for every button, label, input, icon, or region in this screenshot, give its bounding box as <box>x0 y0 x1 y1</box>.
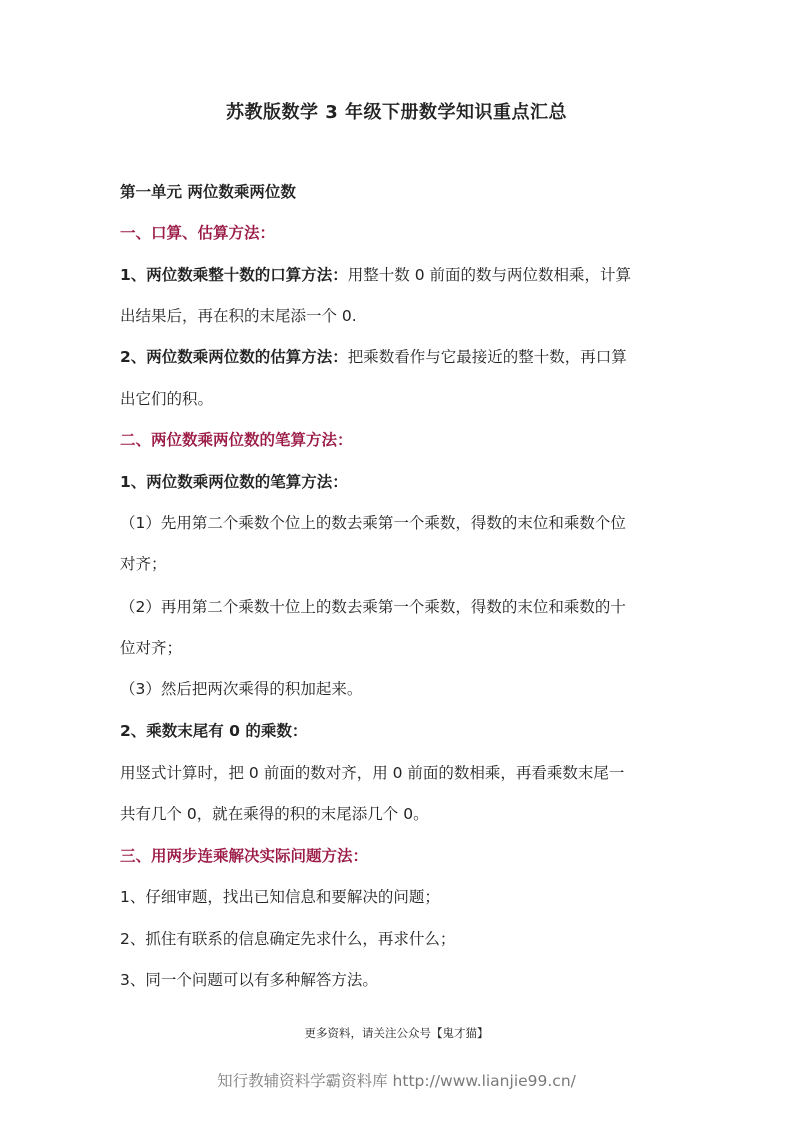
list-item-3: 3、同一个问题可以有多种解答方法。 <box>120 971 378 989</box>
list-item-1: 1、仔细审题，找出已知信息和要解决的问题； <box>120 888 440 906</box>
step-1-line-2: 对齐； <box>120 555 167 573</box>
page-title: 苏教版数学 3 年级下册数学知识重点汇总 <box>225 102 568 123</box>
subheading-1: 1、两位数乘两位数的笔算方法： <box>120 473 348 491</box>
step-2-line-2: 位对齐； <box>120 639 183 657</box>
item-label: 2、两位数乘两位数的估算方法： <box>120 348 348 366</box>
section-heading-3: 三、用两步连乘解决实际问题方法： <box>120 847 369 865</box>
paragraph-3-line-1: 用竖式计算时，把 0 前面的数对齐，用 0 前面的数相乘，再看乘数末尾一 <box>120 764 625 782</box>
item-text: 用整十数 0 前面的数与两位数相乘，计算 <box>347 266 632 284</box>
item-text: 把乘数看作与它最接近的整十数，再口算 <box>347 348 627 366</box>
paragraph-1-line-1 <box>120 264 680 286</box>
paragraph-1-line-2: 出结果后，再在积的末尾添一个 0. <box>120 307 357 325</box>
section-heading-2: 二、两位数乘两位数的笔算方法： <box>120 431 353 449</box>
footer-link[interactable]: 知行教辅资料学霸资料库 http://www.lianjie99.cn/ <box>217 1072 576 1090</box>
step-2-line-1: （2）再用第二个乘数十位上的数去乘第一个乘数，得数的末位和乘数的十 <box>120 598 626 616</box>
paragraph-2-line-1 <box>120 346 680 368</box>
item-label: 1、两位数乘整十数的口算方法： <box>120 266 348 284</box>
subheading-2: 2、乘数末尾有 0 的乘数： <box>120 722 308 740</box>
paragraph-2-line-2: 出它们的积。 <box>120 390 214 408</box>
footer-note: 更多资料，请关注公众号【鬼才猫】 <box>304 1026 489 1040</box>
step-1-line-1: （1）先用第二个乘数个位上的数去乘第一个乘数，得数的末位和乘数个位 <box>120 514 626 532</box>
unit-heading: 第一单元 两位数乘两位数 <box>120 183 296 201</box>
section-heading-1: 一、口算、估算方法： <box>120 224 276 242</box>
step-3-line: （3）然后把两次乘得的积加起来。 <box>120 680 363 698</box>
paragraph-3-line-2: 共有几个 0，就在乘得的积的末尾添几个 0。 <box>120 805 429 823</box>
list-item-2: 2、抓住有联系的信息确定先求什么，再求什么； <box>120 930 456 948</box>
